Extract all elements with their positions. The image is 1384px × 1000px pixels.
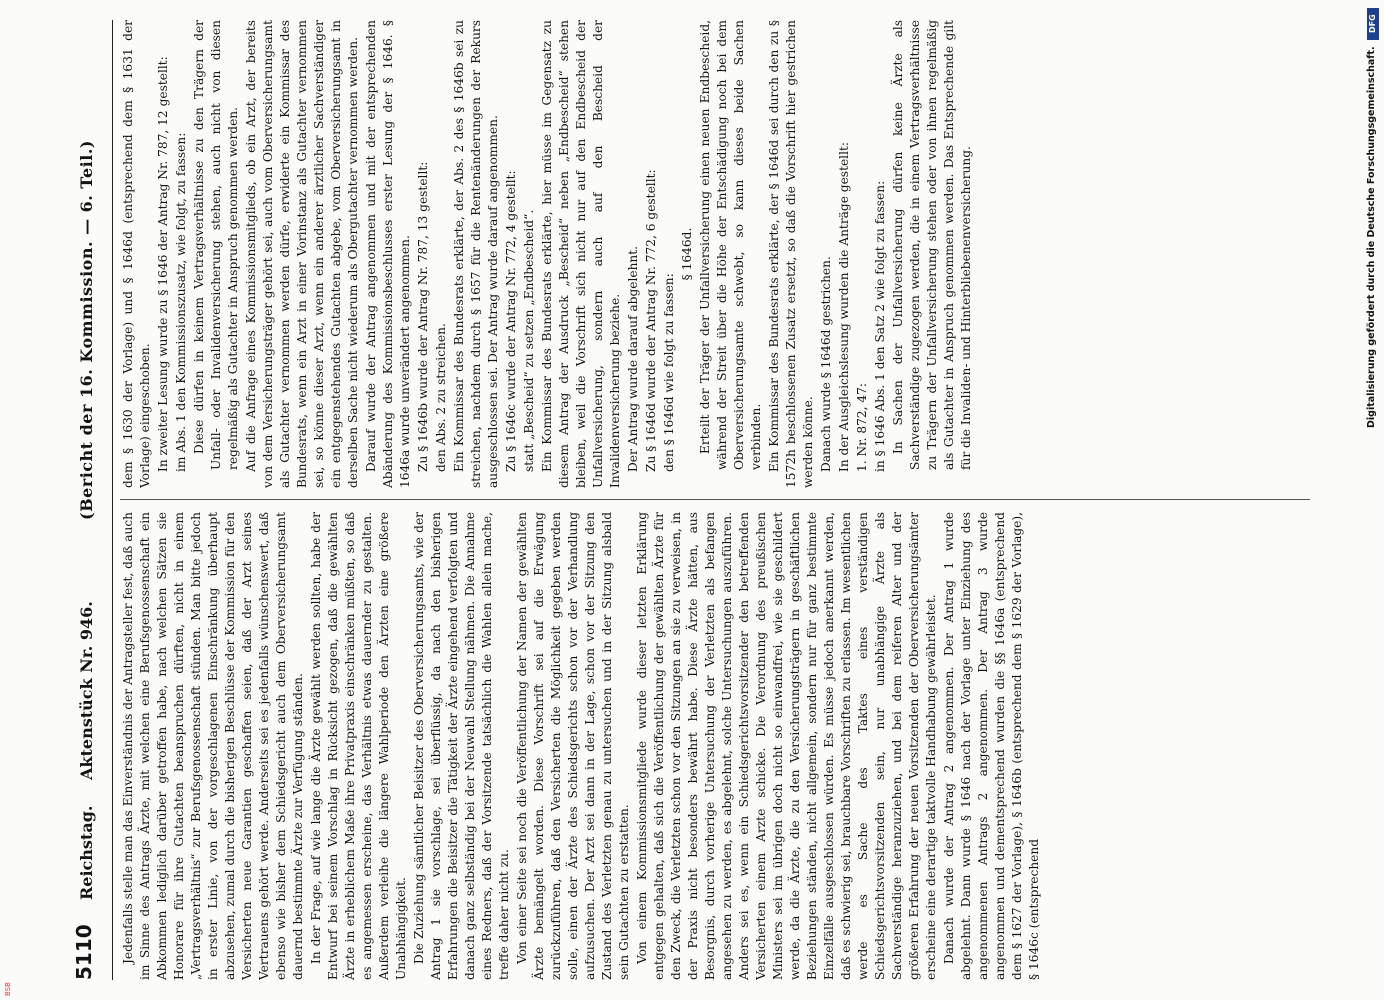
paragraph: Jedenfalls stelle man das Einverständnis der Antragsteller fest, daß auch im Sinne des Antrags Ärzte, mit welchen eine Berufsgenossenschaft ein Abkommen lediglich darüber getroffen habe, nach welchen Sätzen sie Honorare für ihre Gutachten beanspruchen dürften, nicht in einem „Vertragsverhältnis“ zur Berufsgenossenschaft stünden. Man bitte jedoch in erster Linie, von der vorgeschlagenen Einschränkung überhaupt abzusehen, zumal durch die bisherigen Beschlüsse der Kommission für den Versicherten neue Garantien geschaffen seien, daß der Arzt seines Vertrauens gehört werde. Anderseits sei es jedenfalls wünschenswert, daß ebenso wie bisher dem Schiedsgericht auch dem Oberversicherungsamt dauernd bestimmte Ärzte zur Verfügung ständen. xyxy=(121,512,305,980)
page-number: 5110 xyxy=(72,924,96,980)
paragraph: In zweiter Lesung wurde zu § 1646 der Antrag Nr. 787, 12 gestellt: xyxy=(156,56,170,472)
paragraph: Zu § 1646b wurde der Antrag Nr. 787, 13 gestellt: xyxy=(416,161,430,472)
header-title: Aktenstück Nr. 946. xyxy=(77,601,96,780)
paragraph: Von einem Kommissionsmitgliede wurde dieser letzten Erklärung entgegen gehalten, daß sich die Veröffentlichung der gewählten Ärzte für den Zweck, die Verletzten schon vor den Sitzungen an sie zu verweisen, in der Praxis nicht besonders bewährt habe. Diese Ärzte hätten, aus Besorgnis, durch vorherige Untersuchung der Verletzten als befangen angesehen zu werden, es abgelehnt, solche Untersuchungen auszuführen. Anders sei es, wenn ein Schiedsgerichtsvorsitzender den betreffenden Versicherten einem Arzte schicke. Die Verordnung des preußischen Ministers sei im übrigen doch nicht so einwandfrei, wie sie geschildert werde, da die Ärzte, die zu den Versicherungsträgern in geschäftlichen Beziehungen ständen, nicht allgemein, sondern nur für ganz bestimmte Einzelfälle ausgeschlossen würden. Es müsse jedoch anerkannt werden, daß es schwierig sei, brauchbare Vorschriften zu erlassen. Im wesentlichen werde es Sache des Taktes eines verständigen Schiedsgerichtsvorsitzenden sein, nur unabhängige Ärzte als Sachverständige heranzuziehen, und bei dem reiferen Alter und der größeren Erfahrung der neuen Vorsitzenden der Oberversicherungsämter erscheine eine derartige taktvolle Handhabung gewährleistet. xyxy=(635,512,938,980)
right-column xyxy=(120,20,1310,488)
funding-credit: Digitalisierung gefördert durch die Deutsche Forschungsgemeinschaft. xyxy=(1366,46,1377,428)
paragraph: im Abs. 1 den Kommissionszusatz, wie folgt, zu fassen: xyxy=(174,132,188,472)
paragraph: statt „Bescheid“ zu setzen „Endbescheid“. xyxy=(522,209,536,472)
page-header xyxy=(72,20,113,980)
dfg-logo-icon: DFG xyxy=(1367,8,1379,40)
paragraph: Ein Kommissar des Bundesrats erklärte, der § 1646d sei durch den zu § 1572h beschlossenen Zusatz ersetzt, so daß die Vorschrift hier gestrichen werden könne. xyxy=(767,20,815,488)
paragraph: Danach wurde der Antrag 2 angenommen. Der Antrag 1 wurde abgelehnt. Dann wurde § 1646 nach der Vorlage unter Einziehung des angenommenen Antrags 2 angenommen. Der Antrag 3 wurde angenommen und dementsprechend wurden die §§ 1646a (entsprechend dem § 1627 der Vorlage), § 1646b (entsprechend dem § 1629 der Vorlage), § 1646c (entsprechend xyxy=(942,512,1041,980)
paragraph: Von einer Seite sei noch die Veröffentlichung der Namen der gewählten Ärzte bemängelt worden. Diese Vorschrift sei auf die Erwägung zurückzuführen, daß den Versicherten die Möglichkeit gegeben werden solle, einen der Ärzte des Schiedsgerichts schon vor der Verhandlung aufzusuchen. Der Arzt sei dann in der Lage, schon vor der Sitzung den Zustand des Verletzten genau zu untersuchen und in der Sitzung alsbald sein Gutachten zu erstatten. xyxy=(515,512,631,980)
paragraph: Ein Kommissar des Bundesrats erklärte, der Abs. 2 des § 1646b sei zu streichen, nachdem durch § 1657 für die Rentenänderungen der Rekurs ausgeschlossen sei. Der Antrag wurde darauf angenommen. xyxy=(452,20,500,488)
paragraph: 1. Nr. 872, 47: xyxy=(855,382,869,472)
quoted-text: Erteilt der Träger der Unfallversicherung einen neuen Endbescheid, während der Streit über die Höhe der Entschädigung noch bei dem Oberversicherungsamte schwebt, so kann dieses beide Sachen verbinden. xyxy=(698,20,763,470)
paragraph: Die Zuziehung sämtlicher Beisitzer des Oberversicherungsamts, wie der Antrag 1 sie vorschlage, sei überflüssig, da nach den bisherigen Erfahrungen die Beisitzer die Tätigkeit der Ärzte eingehend verfolgten und danach ganz selbständig bei der Neuwahl Stellung nähmen. Die Annahme eines Redners, daß der Vorsitzende tatsächlich die Wahlen allein mache, treffe daher nicht zu. xyxy=(412,512,511,980)
library-mark: BSB xyxy=(4,982,12,996)
paragraph: Zu § 1646c wurde der Antrag Nr. 772, 4 gestellt: xyxy=(504,170,518,472)
section-heading: § 1646d. xyxy=(680,227,694,281)
quoted-text: In Sachen der Unfallversicherung dürfen keine Ärzte als Sachverständige zugezogen werden, die in einem Vertragsverhältnisse zu Trägern der Unfallversicherung stehen oder von ihnen regelmäßig als Gutachter in Anspruch genommen werden. Das Entsprechende gilt für die Invaliden- und Hinterbliebenenversicherung. xyxy=(891,20,973,470)
column-divider xyxy=(120,499,1310,500)
quoted-text: Diese dürfen in keinem Vertragsverhältnisse zu den Trägern der Unfall- oder Invalidenversicherung stehen, auch nicht von diesen regelmäßig als Gutachter in Anspruch genommen werden. xyxy=(192,20,240,470)
paragraph: In der Ausgleichslesung wurden die Anträge gestellt: xyxy=(837,142,851,472)
header-left: Reichstag. xyxy=(77,805,96,900)
paragraph: den § 1646d wie folgt zu fassen: xyxy=(662,273,676,472)
paragraph: In der Frage, auf wie lange die Ärzte gewählt werden sollten, habe der Entwurf bei seinem Vorschlag in Rücksicht gezogen, daß die gewählten Ärzte in erheblichem Maße ihre Privatpraxis einschränken müßten, so daß es angemessen erscheine, das Verhältnis etwas dauernder zu gestalten. Außerdem verleihe die längere Wahlperiode den Ärzten eine größere Unabhängigkeit. xyxy=(309,512,408,980)
document-page xyxy=(72,20,1312,980)
paragraph: Danach wurde § 1646d gestrichen. xyxy=(819,256,833,472)
paragraph: den Abs. 2 zu streichen. xyxy=(434,323,448,472)
paragraph: Auf die Anfrage eines Kommissionsmitglieds, ob ein Arzt, der bereits von dem Versicherungsträger gehört sei, auch vom Oberversicherungsamt als Gutachter vernommen werden dürfe, erwiderte ein Kommissar des Bundesrats, wenn ein Arzt in einer Vorinstanz als Gutachter vernommen sei, so könne dieser Arzt, wenn ein anderer ärztlicher Sachverständiger ein entgegenstehendes Gutachten abgebe, vom Oberversicherungsamt in derselben Sache nicht wiederum als Obergutachter vernommen werden. xyxy=(244,20,360,488)
left-column xyxy=(120,512,1310,980)
paragraph: Der Antrag wurde darauf abgelehnt. xyxy=(626,245,640,472)
paragraph: Zu § 1646d wurde der Antrag Nr. 772, 6 gestellt: xyxy=(644,169,658,472)
header-right: (Bericht der 16. Kommission. — 6. Teil.) xyxy=(77,140,96,520)
paragraph: Ein Kommissar des Bundesrats erklärte, hier müsse im Gegensatz zu diesem Antrag der Ausdruck „Bescheid“ neben „Endbescheid“ stehen bleiben, weil die Vorschrift sich nicht nur auf den Endbescheid der Unfallversicherung, sondern auch auf den Bescheid der Invalidenversicherung beziehe. xyxy=(540,20,622,488)
paragraph: Darauf wurde der Antrag angenommen und mit der entsprechenden Abänderung des Kommissionsbeschlusses erster Lesung der § 1646. § 1646a wurde unverändert angenommen. xyxy=(364,20,412,488)
paragraph: dem § 1630 der Vorlage) und § 1646d (entsprechend dem § 1631 der Vorlage) eingeschoben. xyxy=(121,20,152,488)
paragraph: in § 1646 Abs. 1 den Satz 2 wie folgt zu fassen: xyxy=(873,180,887,472)
